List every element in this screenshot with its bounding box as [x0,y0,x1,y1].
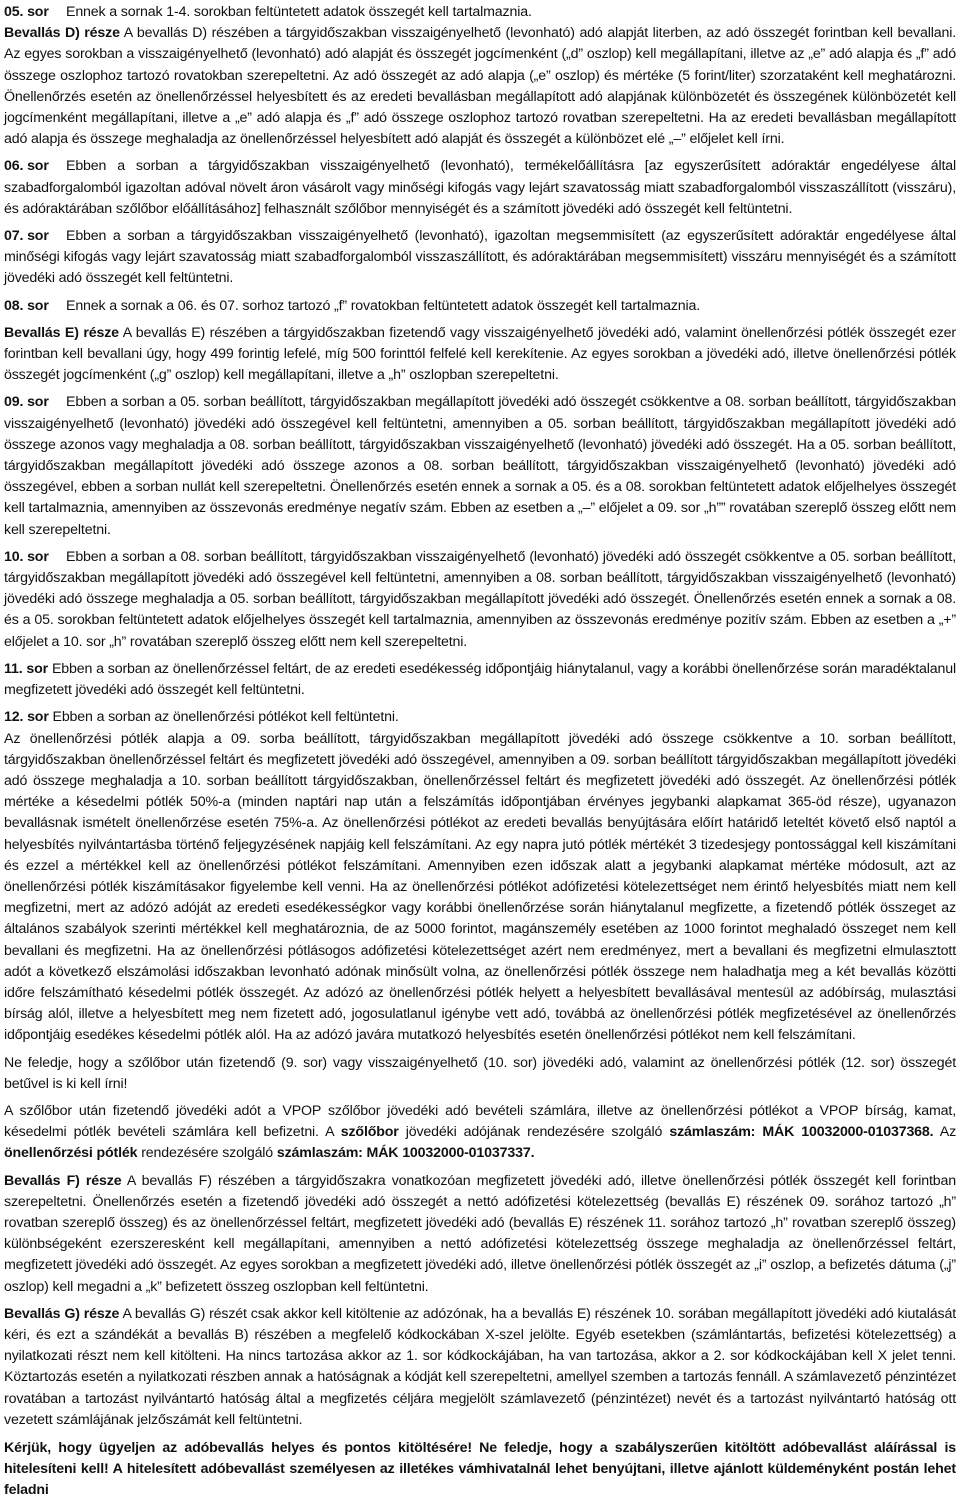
row-11-label: 11. sor [4,660,49,677]
payment-bold-3: önellenőrzési pótlék [4,1145,138,1162]
row-08-text: Ennek a sornak a 06. és 07. sorhoz tartozó „f” rovatokban feltüntetett adatok összegét kell tartalmaznia. [66,297,701,314]
row-09-text: Ebben a sorban a 05. sorban beállított, tárgyidőszakban megállapított jövedéki adó összegét csökkentve a 08. sorban beállított, tárgyidőszakban visszaigényelhető (levonható) jövedéki adó összegével kell feltüntetni, amennyiben a 05. sorban beállított, tárgyidőszakban megállapított jövedéki adó összege azonos vagy meghaladja a 08. sorban beállított, tárgyidőszakban visszaigényelhető (levonható) jövedéki adó összegét. Ha a 05. sorban beállított, tárgyidőszakban megállapított jövedéki adó összege azonos a 08. sorban beállított, tárgyidőszakban visszaigényelhető (levonható) jövedéki adó összegével, ebben a sorban nullát kell szerepeltetni. Önellenőrzés esetén ennek a sornak a 05. és a 08. sorokban feltüntetett adatok előjelhelyes összegét kell tartalmaznia, amennyiben az összevonás eredménye negatív szám. Ebben az esetben a „–” előjelet a 09. sor „h”” rovatában szereplő összeg előtt nem kell szerepeltetni. [4,394,956,538]
row-09-label: 09. sor [4,394,49,411]
row-06-label: 06. sor [4,158,49,175]
row-12 [4,707,956,728]
section-d [4,23,956,150]
account-number-wine: számlaszám: MÁK 10032000-01037368. [669,1124,934,1141]
section-e-text: A bevallás E) részében a tárgyidőszakban fizetendő vagy visszaigényelhető jövedéki adó, valamint önellenőrzési pótlék összegét ezer forintban kell bevallani úgy, hogy 499 forintig lefelé, míg 500 forinttól felfelé kell kerekítenie. Az egyes sorokban a jövedéki adó, illetve önellenőrzési pótlék összegét jogcímenként („g” oszlop) kell megállapítani, illetve a „h” oszlopban szerepeltetni. [4,324,956,384]
section-g-title: Bevallás G) része [4,1305,120,1322]
final-notice: Kérjük, hogy ügyeljen az adóbevallás helyes és pontos kitöltésére! Ne feledje, hogy a szabályszerűen kitöltött adóbevallást aláírással is hitelesíteni kell! A hitelesített adóbevallást személyesen az illetékes vámhivatalnál lehet benyújtani, illetve ajánlott küldeményként postán lehet feladni [4,1440,956,1499]
row-10-label: 10. sor [4,548,49,565]
row-12-label: 12. sor [4,709,49,726]
row-05-label: 05. sor [4,4,49,20]
section-e-title: Bevallás E) része [4,324,119,341]
payment-text-b: jövedéki adójának rendezésére szolgáló [405,1124,663,1141]
row-08 [4,296,956,317]
section-d-title: Bevallás D) része [4,25,120,42]
row-07-text: Ebben a sorban a tárgyidőszakban visszaigényelhető (levonható), igazoltan megsemmisített (az egyszerűsített adóraktár engedélyese által minőségi kifogás vagy lejárt szavatosság miatt szabadforgalomból visszaszállított, és adóraktárában megsemmisített) visszáru mennyiségét és a számított jövedéki adó összegét kell feltüntetni. [4,228,956,287]
payment-text-d: rendezésére szolgáló [141,1145,274,1162]
surcharge-paragraph: Az önellenőrzési pótlék alapja a 09. sorba beállított, tárgyidőszakban megállapított jövedéki adó összege csökkentve a 10. sorban beállított, tárgyidőszakban önellenőrzéssel feltárt és megfizetett jövedéki adó összegével, amennyiben a 09. sorban beállított tárgyidőszakban megállapított jövedéki adó összege meghaladja a 10. sorban beállított tárgyidőszakban, önellenőrzéssel feltárt és megfizetett jövedéki adó összegét. Az önellenőrzési pótlék mértéke a késedelmi pótlék 50%-a (minden naptári nap után a felszámítás időpontjában érvényes jegybanki alapkamat 365-öd része), ugyanazon bevallásnak ismételt önellenőrzése esetén 75%-a. Az önellenőrzési pótlékot az eredeti bevallás benyújtására előírt határidő leteltét követő első naptól a helyesbítés nyilvántartásba történő feljegyzésének napjáig kell felszámítani. Az egy napra jutó pótlék mértékét 3 tizedesjegy pontossággal kell kiszámítani és ezzel a mértékkel kell az önellenőrzési pótlékot felszámítani. Amennyiben ezen időszak alatt a jegybanki alapkamat mértéke módosult, azt az önellenőrzési pótlék kiszámításakor figyelembe kell venni. Ha az önellenőrzési pótlékot adófizetési kötelezettséget nem érintő helyesbítés miatt nem kell megfizetni, mert az adózó adóját az eredeti esedékességkor vagy korábbi önellenőrzése során hiánytalanul megfizette, a fizetendő pótlék összeget az általános szabályok szerinti mértékkel kell meghatároznia, de az 5000 forintot, magánszemély esetében az 1000 forintot meghaladó összeget nem kell bevallani és megfizetni. Ha az önellenőrzési pótlásogos adófizetési kötelezettséget azért nem eredményez, mert a bevallani és megfizetni elmulasztott adót a következő elszámolási időszakban levonható adónak minősült volna, az önellenőrzési pótlék összege nem haladhatja meg a két bevallás közötti időre felszámítható késedelmi pótlék összegét. Az adózó az önellenőrzési pótlék helyett a helyesbített bevallásával mentesül az adóbírság, mulasztási bírság alól, illetve a helyesbített meg nem fizetett adó, jogosulatlanul igénybe vett adó, továbbá az önellenőrzési pótlék megfizetésével az önellenőrzés időpontjáig esedékes késedelmi pótlék alól. Ha az adózó javára mutatkozó helyesbítés esetén önellenőrzési pótlékot nem kell felszámítani. [4,730,956,1044]
account-number-surcharge: számlaszám: MÁK 10032000-01037337. [276,1145,535,1162]
payment-bold-1: szőlőbor [340,1124,399,1141]
payment-text-a: A szőlőbor után fizetendő jövedéki adót a VPOP szőlőbor jövedéki adó bevételi számlára, illetve az önellenőrzési pótlékot a VPOP bírság, kamat, késedelmi pótlék bevételi számlára kell befizetni. A [4,1102,956,1141]
row-12-text: Ebben a sorban az önellenőrzési pótlékot kell feltüntetni. [52,709,399,726]
section-f [4,1171,956,1298]
row-10-text: Ebben a sorban a 08. sorban beállított, tárgyidőszakban visszaigényelhető (levonható) jövedéki adó összegét csökkentve a 05. sorban beállított, tárgyidőszakban megállapított jövedéki adó összegével kell feltüntetni, amennyiben a 08. sorban beállított, tárgyidőszakban visszaigényelhető (levonható) jövedéki adó összege meghaladja a 05. sorban beállított, tárgyidőszakban megállapított jövedéki adó összegét. Önellenőrzés esetén ennek a sornak a 08. és a 05. sorokban feltüntetett adatok előjelhelyes összegét kell tartalmaznia, amennyiben az összevonás eredménye pozitív szám. Ebben az esetben a „+” előjelet a 10. sor „h” rovatában szereplő összeg előtt nem kell szerepeltetni. [4,548,956,650]
row-05-text: Ennek a sornak 1-4. sorokban feltüntetett adatok összegét kell tartalmaznia. [66,4,532,20]
section-g [4,1304,956,1431]
reminder-paragraph: Ne feledje, hogy a szőlőbor után fizetendő (9. sor) vagy visszaigényelhető (10. sor) jövedéki adó, valamint az önellenőrzési pótlék (12. sor) összegét betűvel is ki kell írni! [4,1054,956,1092]
row-07 [4,226,956,290]
row-11-text: Ebben a sorban az önellenőrzéssel feltárt, de az eredeti esedékesség időpontjáig hiánytalanul, vagy a korábbi önellenőrzése során maradéktalanul megfizetett jövedéki adó összegét kell feltüntetni. [4,660,956,699]
row-07-label: 07. sor [4,228,49,245]
section-g-text: A bevallás G) részét csak akkor kell kitöltenie az adózónak, ha a bevallás E) részének 10. sorában megállapított jövedéki adó kiutalását kéri, és ezt a szándékát a bevallás B) részében a megfelelő kódkockában X-szel jelölte. Egyéb esetekben (számlántartás, befizetési kötelezettség) a nyilatkozati részt nem kell kitölteni. Ha nincs tartozása akkor az 1. sor kódkockájában, ha van tartozása, akkor a 2. sor kódkockájában kell X jelet tenni. Köztartozás esetén a nyilatkozati részben annak a hatóságnak a kódját kell szerepeltetni, amellyel szemben a tartozás fennáll. A számlavezető pénzintézet rovatában a tartozást nyilvántartó hatóság által a megfizetés céljára megjelölt számlavezető (pénzintézet) nevét és a tartozást nyilvántartó hatóság ott vezetett számlájának jelzőszámát kell feltüntetni. [4,1305,956,1428]
row-09 [4,392,956,540]
row-08-label: 08. sor [4,297,49,314]
payment-paragraph [4,1101,956,1165]
row-06-text: Ebben a sorban a tárgyidőszakban visszaigényelhető (levonható), termékelőállításra [az egyszerűsített adóraktár engedélyese által szabadforgalomból igazoltan adóval növelt áron vásárolt vagy minőségi kifogás vagy lejárt szavatosság miatt szabadforgalomból visszaszállított (visszáru), és adóraktárában szőlőbor előállításához] felhasznált szőlőbor mennyiségét és a számított jövedéki adó összegét kell feltüntetni. [4,158,956,217]
section-e [4,323,956,387]
payment-text-c: Az [939,1124,957,1141]
row-10 [4,547,956,653]
row-11 [4,659,956,701]
row-06 [4,156,956,220]
section-f-title: Bevallás F) része [4,1172,122,1189]
row-05 [4,2,956,23]
section-f-text: A bevallás F) részében a tárgyidőszakra vonatkozóan megfizetett jövedéki adó, illetve önellenőrzési pótlék összegét kell forintban szerepeltetni. Önellenőrzés esetén a fizetendő jövedéki adó összegét a nettó adófizetési kötelezettség (bevallás E) részének 09. sorához tartozó „h” rovatban szereplő összeg) és az önellenőrzéssel feltárt, megfizetett jövedéki adó (bevallás E) részének 11. sorához tartozó „h” rovatban szereplő összeg) különbségeként ezerszeresként kell megállapítani, amennyiben a nettó adófizetési kötelezettség összege meghaladja az önellenőrzéssel feltárt, megfizetett jövedéki adó összegét. Az egyes sorokban a megfizetett jövedéki adó, illetve önellenőrzési pótlék összegét az „i” oszlop, a befizetés dátuma („j” oszlop) kell megadni a „k” befizetett összeg oszlopban kell feltüntetni. [4,1172,956,1295]
section-d-text: A bevallás D) részében a tárgyidőszakban visszaigényelhető (levonható) adó alapját literben, az adó összegét forintban kell bevallani. Az egyes sorokban a visszaigényelhető (levonható) adó alapját és összegét jogcímenként („d” oszlop) kell megállapítani, illetve az „e” adó alapja és „f” adó összege oszlophoz tartozó rovatokban szerepeltetni. Az adó összegét az adó alapja („e” oszlop) és mértéke (5 forint/liter) szorzataként kell meghatározni. Önellenőrzés esetén az önellenőrzéssel helyesbített és az eredeti bevallásban megállapított adó alapjának különbözetét és összegének különbözetét kell jogcímenként megállapítani, illetve a „e” adó alapja és „f” adó összege oszlophoz tartozó rovatban szerepeltetni. Ha az eredeti bevallásban megállapított adó alapja és összege meghaladja az önellenőrzéssel helyesbített adó alapját és összegét a különbözet elé „–” előjelet kell írni. [4,25,956,148]
